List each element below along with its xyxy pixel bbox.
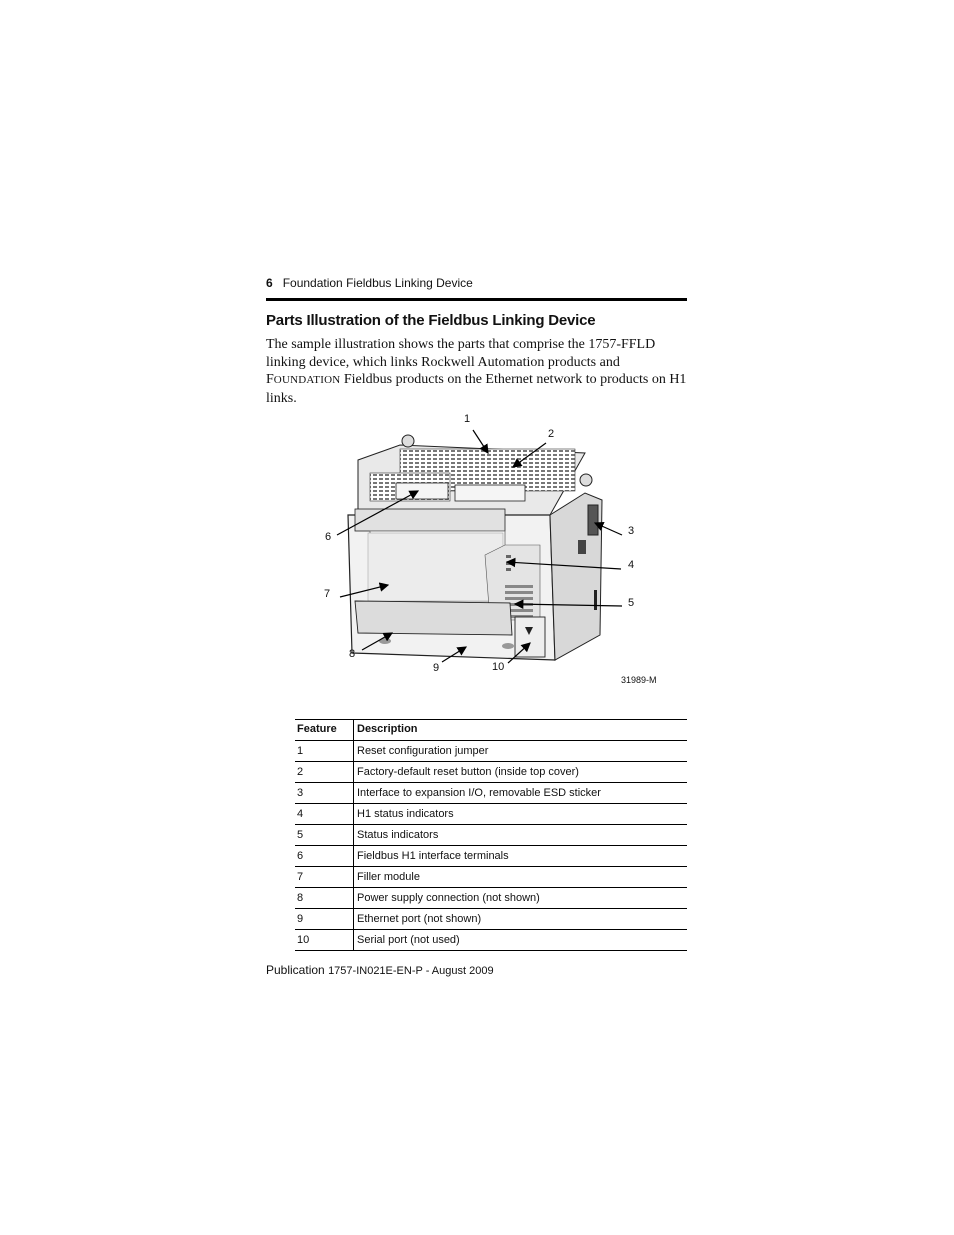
feature-number: 8	[295, 888, 354, 909]
header-feature: Feature	[295, 720, 354, 741]
figure-id: 31989-M	[621, 675, 657, 685]
header-description: Description	[354, 720, 688, 741]
feature-number: 1	[295, 741, 354, 762]
table-row	[295, 930, 687, 951]
feature-description: Serial port (not used)	[354, 930, 688, 951]
feature-number: 6	[295, 846, 354, 867]
feature-description: H1 status indicators	[354, 804, 688, 825]
table-row	[295, 783, 687, 804]
section-title: Parts Illustration of the Fieldbus Linking Device	[266, 312, 596, 329]
feature-number: 5	[295, 825, 354, 846]
device-illustration	[300, 405, 680, 695]
table-header-row	[295, 720, 687, 741]
feature-number: 7	[295, 867, 354, 888]
callout-4: 4	[628, 559, 635, 571]
header-rule	[266, 298, 687, 301]
intro-smallcaps: OUNDATION	[273, 374, 341, 386]
table-row	[295, 888, 687, 909]
feature-description: Reset configuration jumper	[354, 741, 688, 762]
intro-part2: Fieldbus products on the Ethernet network to products on H1 links.	[266, 372, 687, 406]
callout-10: 10	[492, 661, 505, 673]
callout-2: 2	[548, 428, 555, 440]
footer-label: Publication	[266, 963, 325, 977]
device-drawing	[300, 405, 680, 695]
feature-description: Filler module	[354, 867, 688, 888]
footer-publication: 1757-IN021E-EN-P - August 2009	[328, 965, 494, 977]
table-row	[295, 909, 687, 930]
table-row	[295, 762, 687, 783]
feature-description: Interface to expansion I/O, removable ESD sticker	[354, 783, 688, 804]
callout-3: 3	[628, 525, 635, 537]
features-table	[295, 719, 687, 951]
intro-part1: The sample illustration shows the parts that comprise the 1757-FFLD linking device, which links Rockwell Automation products and F	[266, 337, 656, 387]
feature-description: Status indicators	[354, 825, 688, 846]
callout-8: 8	[349, 648, 356, 660]
feature-description: Power supply connection (not shown)	[354, 888, 688, 909]
page-number: 6	[266, 276, 273, 290]
callout-6: 6	[325, 531, 332, 543]
running-header-title: Foundation Fieldbus Linking Device	[282, 276, 473, 290]
feature-description: Factory-default reset button (inside top cover)	[354, 762, 688, 783]
feature-number: 2	[295, 762, 354, 783]
callout-5: 5	[628, 597, 635, 609]
feature-number: 9	[295, 909, 354, 930]
running-header	[266, 276, 473, 290]
feature-number: 10	[295, 930, 354, 951]
feature-number: 3	[295, 783, 354, 804]
feature-number: 4	[295, 804, 354, 825]
table-row	[295, 825, 687, 846]
callout-1: 1	[464, 413, 471, 425]
callout-7: 7	[324, 588, 331, 600]
table-row	[295, 867, 687, 888]
feature-description: Ethernet port (not shown)	[354, 909, 688, 930]
footer	[266, 963, 494, 977]
table-row	[295, 741, 687, 762]
feature-description: Fieldbus H1 interface terminals	[354, 846, 688, 867]
intro-paragraph	[266, 336, 691, 407]
table-row	[295, 804, 687, 825]
table-row	[295, 846, 687, 867]
callout-9: 9	[433, 662, 440, 674]
